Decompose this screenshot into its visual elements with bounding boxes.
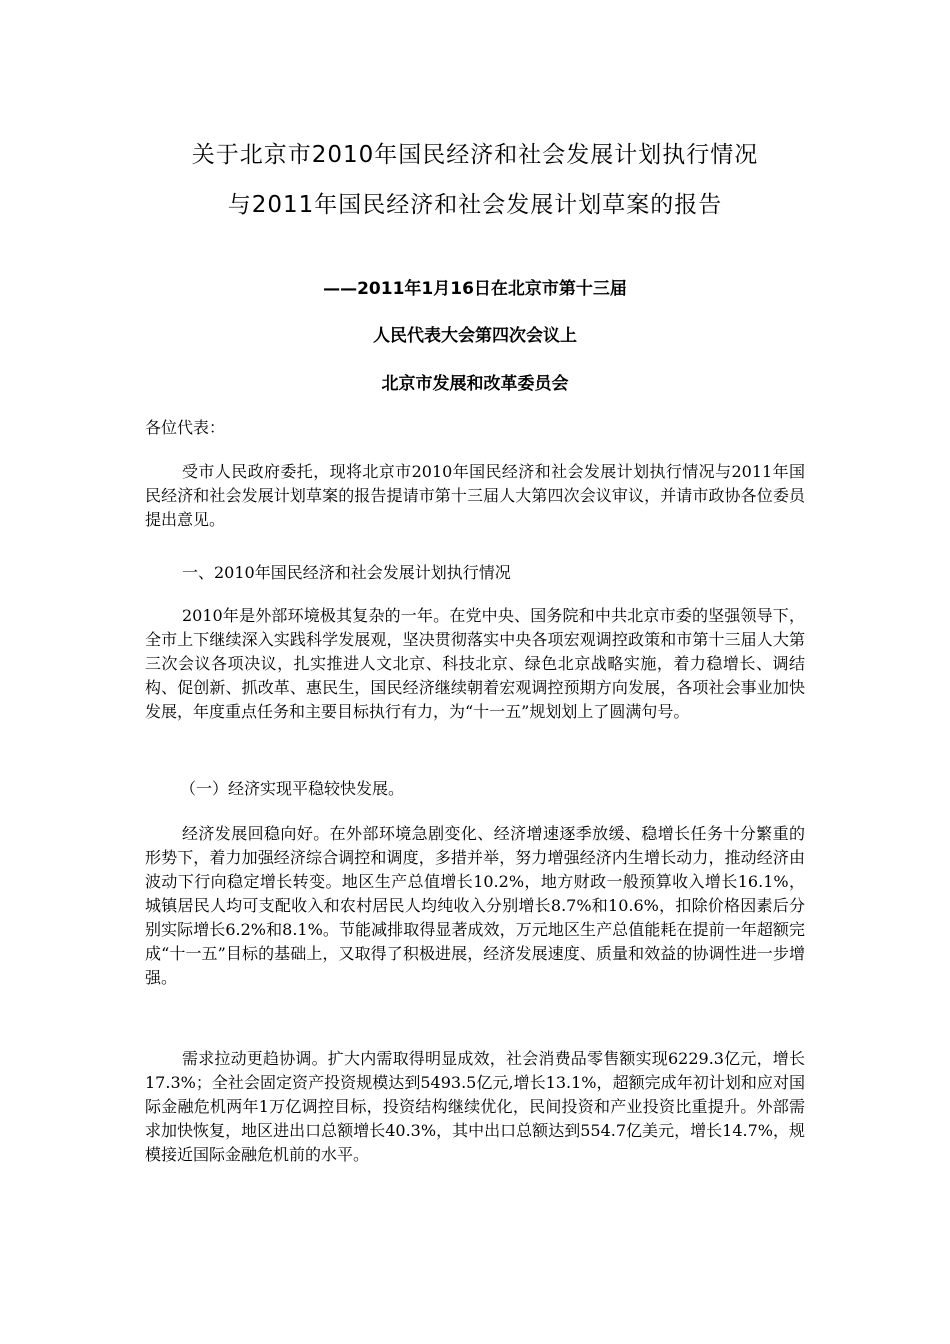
subsection-heading-1: （一）经济实现平稳较快发展。	[180, 779, 405, 798]
demand-paragraph: 需求拉动更趋协调。扩大内需取得明显成效，社会消费品零售额实现6229.3亿元，增长17.3%；全社会固定资产投资规模达到5493.5亿元,增长13.1%，超额完成年初计划和应对国际金融危机两年1万亿调控目标，投资结构继续优化，民间投资和产业投资比重提升。外部需求加快恢复，地区进出口总额增长40.3%，其中出口总额达到554.7亿美元，增长14.7%，规模接近国际金融危机前的水平。	[145, 1049, 805, 1164]
salutation: 各位代表：	[145, 418, 226, 437]
subtitle-meeting-line: 人民代表大会第四次会议上	[373, 326, 577, 346]
economy-paragraph: 经济发展回稳向好。在外部环境急剧变化、经济增速逐季放缓、稳增长任务十分繁重的形势下，着力加强经济综合调控和调度，多措并举，努力增强经济内生增长动力，推动经济由波动下行向稳定增长转变。地区生产总值增长10.2%，地方财政一般预算收入增长16.1%，城镇居民人均可支配收入和农村居民人均纯收入分别增长8.7%和10.6%，扣除价格因素后分别实际增长6.2%和8.1%。节能减排取得显著成效，万元地区生产总值能耗在提前一年超额完成“十一五”目标的基础上，又取得了积极进展，经济发展速度、质量和效益的协调性进一步增强。	[145, 824, 805, 987]
document-title-line-2: 与2011年国民经济和社会发展计划草案的报告	[227, 192, 723, 218]
intro-paragraph: 受市人民政府委托，现将北京市2010年国民经济和社会发展计划执行情况与2011年国民经济和社会发展计划草案的报告提请市第十三届人大第四次会议审议，并请市政协各位委员提出意见。	[145, 462, 805, 529]
document-title-line-1: 关于北京市2010年国民经济和社会发展计划执行情况	[191, 142, 759, 168]
subtitle-date-line: ——2011年1月16日在北京市第十三届	[323, 279, 627, 299]
subtitle-author-line: 北京市发展和改革委员会	[381, 374, 569, 394]
overview-paragraph: 2010年是外部环境极其复杂的一年。在党中央、国务院和中共北京市委的坚强领导下，全市上下继续深入实践科学发展观，坚决贯彻落实中央各项宏观调控政策和市第十三届人大第三次会议各项决议，扎实推进人文北京、科技北京、绿色北京战略实施，着力稳增长、调结构、促创新、抓改革、惠民生，国民经济继续朝着宏观调控预期方向发展，各项社会事业加快发展，年度重点任务和主要目标执行有力，为“十一五”规划划上了圆满句号。	[145, 606, 805, 721]
section-heading-1: 一、2010年国民经济和社会发展计划执行情况	[182, 563, 511, 582]
